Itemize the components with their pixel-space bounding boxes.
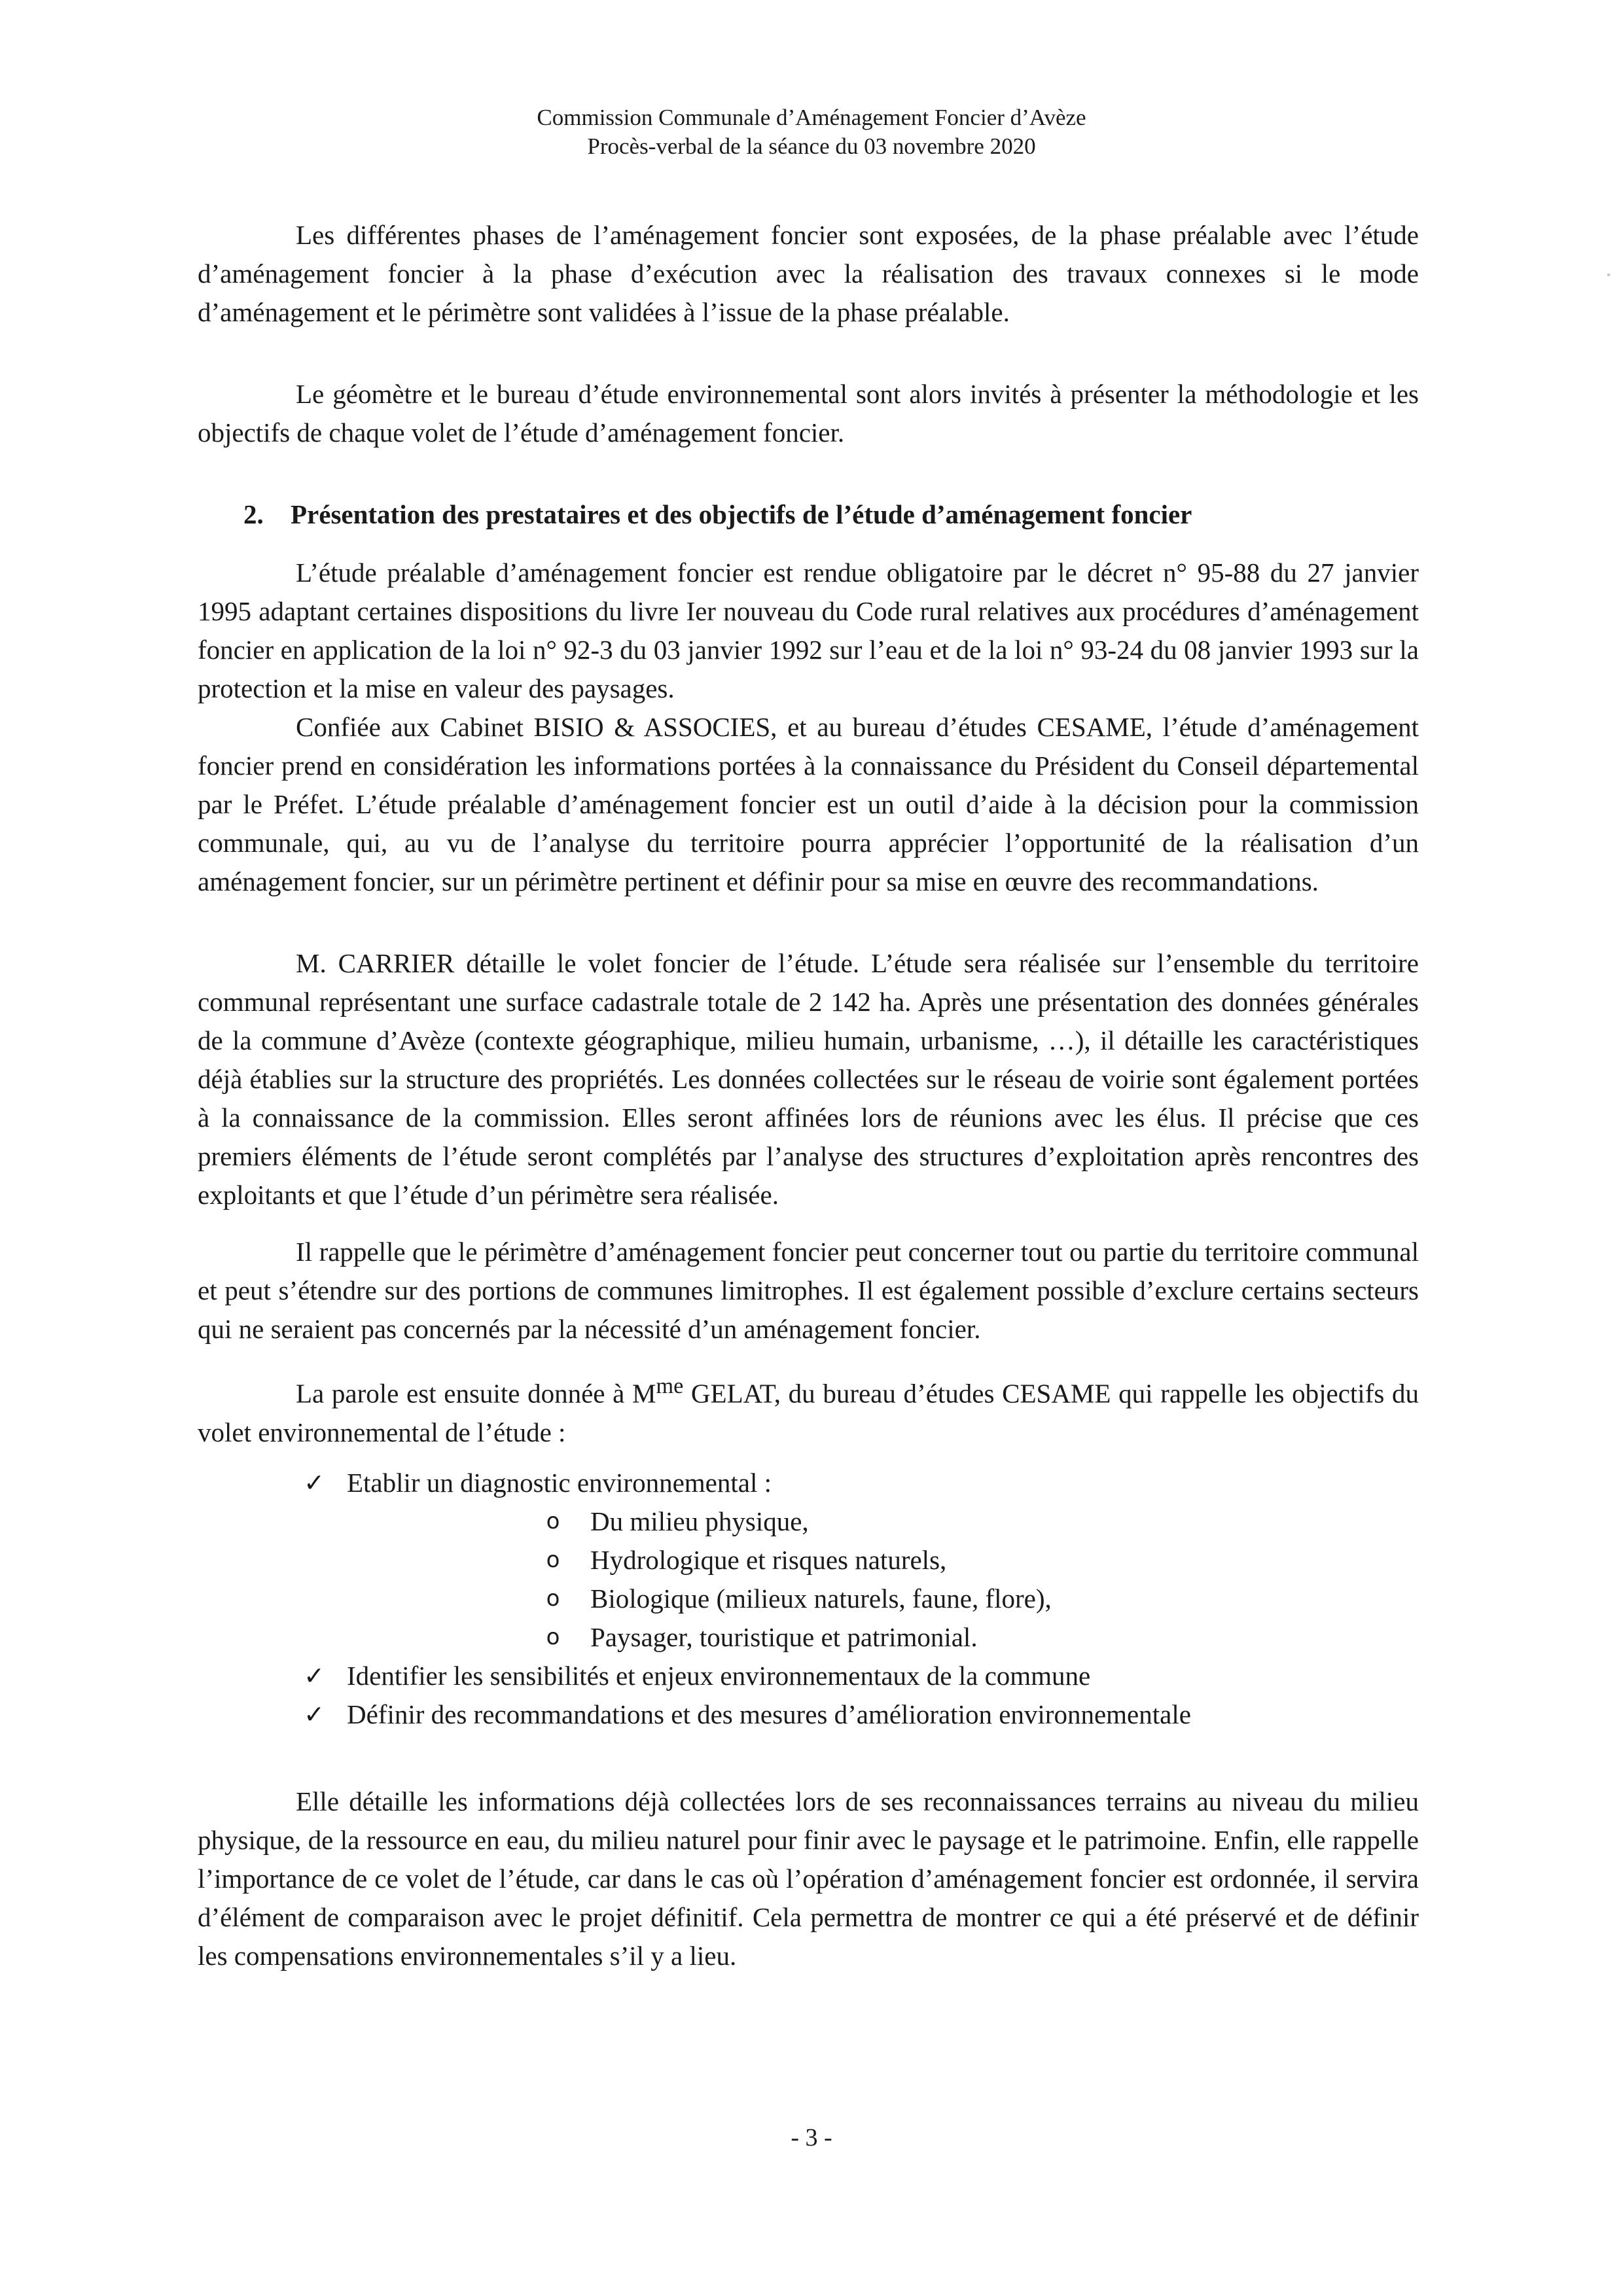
sublist-item [347,1541,1419,1580]
parole-text-end: GELAT, du bureau d’études CESAME qui rappelle les objectifs du volet environnemental de l’étude : [198,1378,1419,1447]
paragraph-geometre: Le géomètre et le bureau d’étude environnemental sont alors invités à présenter la méthodologie et les objectifs de chaque volet de l’étude d’aménagement foncier. [198,379,1419,448]
list-item-label: Etablir un diagnostic environnemental : [347,1467,772,1498]
page-number: - 3 - [791,2124,832,2151]
paragraph-phases: Les différentes phases de l’aménagement foncier sont exposées, de la phase préalable avec l’étude d’aménagement foncier à la phase d’exécution avec la réalisation des travaux connexes si le mode d’aménagement et le périmètre sont validées à l’issue de la phase préalable. [198,220,1419,327]
sublist-item [347,1580,1419,1618]
document-body [198,216,1419,1975]
section-heading [198,495,1419,534]
list-item [198,1657,1419,1695]
paragraph-informations: Elle détaille les informations déjà collectées lors de ses reconnaissances terrains au niveau du milieu physique, de la ressource en eau, du milieu naturel pour finir avec le paysage et le patrimoine. Enfin, elle rappelle l’importance de ce volet de l’étude, car dans le cas où l’opération d’aménagement foncier est ordonnée, il servira d’élément de comparaison avec le projet définitif. Cela permettra de montrer ce qui a été préservé et de définir les compensations environnementales s’il y a lieu. [198,1786,1419,1971]
paragraph-perimetre: Il rappelle que le périmètre d’aménagement foncier peut concerner tout ou partie du territoire communal et peut s’étendre sur des portions de communes limitrophes. Il est également possible d’exclure certains secteurs qui ne seraient pas concernés par la nécessité d’un aménagement foncier. [198,1237,1419,1344]
document-header [0,103,1623,161]
circle-bullet-icon: o [546,1623,560,1650]
checkmark-icon: ✓ [304,1661,325,1690]
section-number: 2. [243,499,264,529]
header-session-title: Procès-verbal de la séance du 03 novembre 2020 [587,133,1036,159]
sublist-item-label: Biologique (milieux naturels, faune, flore), [590,1583,1052,1614]
sublist-item-label: Du milieu physique, [590,1506,809,1536]
parole-text-start: La parole est ensuite donnée à M [296,1378,656,1409]
paragraph-carrier: M. CARRIER détaille le volet foncier de l’étude. L’étude sera réalisée sur l’ensemble du territoire communal représentant une surface cadastrale totale de 2 142 ha. Après une présentation des données générales de la commune d’Avèze (contexte géographique, milieu humain, urbanisme, …), il détaille les caractéristiques déjà établies sur la structure des propriétés. Les données collectées sur le réseau de voirie sont également portées à la connaissance de la commission. Elles seront affinées lors de réunions avec les élus. Il précise que ces premiers éléments de l’étude seront complétés par l’analyse des structures d’exploitation après rencontres des exploitants et que l’étude d’un périmètre sera réalisée. [198,948,1419,1210]
sublist-item [347,1502,1419,1541]
list-item [198,1695,1419,1734]
checkmark-icon: ✓ [304,1699,325,1729]
objectives-list [198,1464,1419,1734]
sublist-item [347,1618,1419,1657]
paragraph-parole [198,1367,1419,1452]
section-title: Présentation des prestataires et des objectifs de l’étude d’aménagement foncier [291,499,1192,529]
sublist-item-label: Paysager, touristique et patrimonial. [590,1621,978,1652]
scan-mark [1607,274,1610,276]
diagnostic-sublist [347,1502,1419,1657]
list-item-label: Identifier les sensibilités et enjeux environnementaux de la commune [347,1660,1091,1691]
circle-bullet-icon: o [546,1585,560,1612]
parole-superscript: me [656,1374,684,1398]
paragraph-confiee: Confiée aux Cabinet BISIO & ASSOCIES, et au bureau d’études CESAME, l’étude d’aménagement foncier prend en considération les informations portées à la connaissance du Président du Conseil départemental par le Préfet. L’étude préalable d’aménagement foncier est un outil d’aide à la décision pour la commission communale, qui, au vu de l’analyse du territoire pourra apprécier l’opportunité de la réalisation d’un aménagement foncier, sur un périmètre pertinent et définir pour sa mise en œuvre des recommandations. [198,712,1419,896]
paragraph-decret: L’étude préalable d’aménagement foncier est rendue obligatoire par le décret n° 95-88 du 27 janvier 1995 adaptant certaines dispositions du livre Ier nouveau du Code rural relatives aux procédures d’aménagement foncier en application de la loi n° 92-3 du 03 janvier 1992 sur l’eau et de la loi n° 93-24 du 08 janvier 1993 sur la protection et la mise en valeur des paysages. [198,557,1419,703]
sublist-item-label: Hydrologique et risques naturels, [590,1544,947,1575]
header-commission-title: Commission Communale d’Aménagement Foncier d’Avèze [537,105,1086,130]
circle-bullet-icon: o [546,1508,560,1534]
checkmark-icon: ✓ [304,1468,325,1497]
list-item-label: Définir des recommandations et des mesures d’amélioration environnementale [347,1699,1191,1729]
circle-bullet-icon: o [546,1546,560,1573]
list-item [198,1464,1419,1657]
